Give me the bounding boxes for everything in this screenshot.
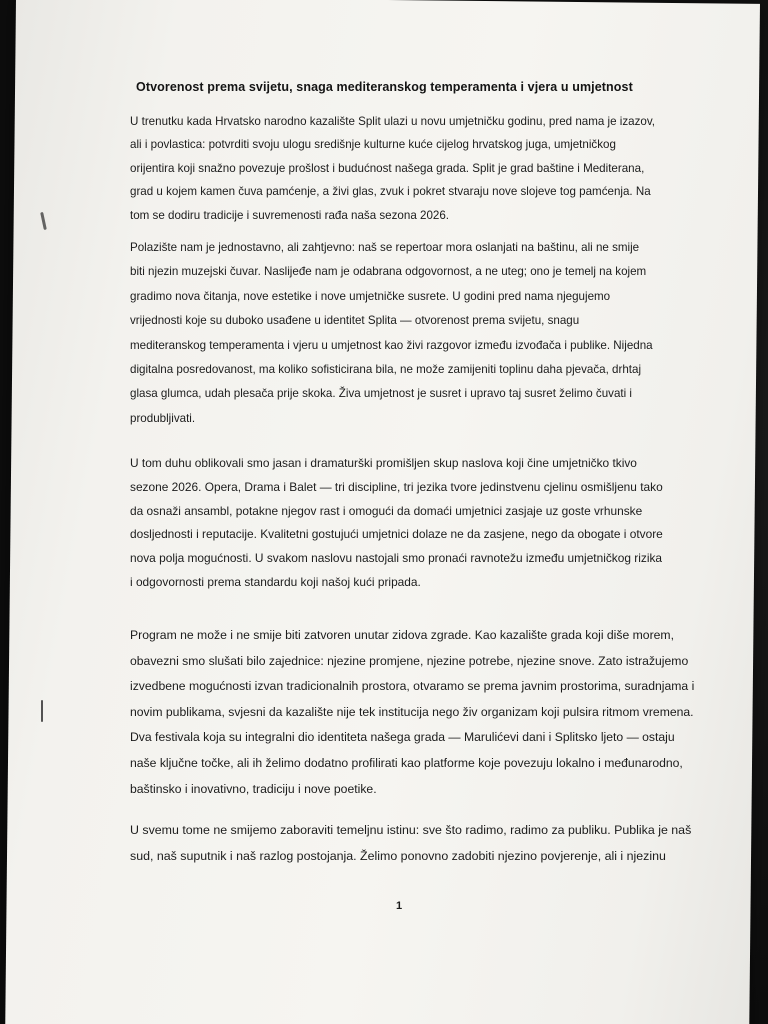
paragraph: U svemu tome ne smijemo zaboraviti temeljnu istinu: sve što radimo, radimo za publiku. Publika je naš sud, naš suputnik i naš razlog postojanja. Želimo ponovno zadobiti njezino povjerenje, ali i njezinu bbox=[130, 823, 692, 863]
margin-pen-mark bbox=[40, 212, 47, 230]
document-title: Otvorenost prema svijetu, snaga mediteranskog temperamenta i vjera u umjetnost bbox=[136, 80, 633, 94]
page-content bbox=[16, 0, 760, 1024]
paragraph: U trenutku kada Hrvatsko narodno kazalište Split ulazi u novu umjetničku godinu, pred nama je izazov, ali i povlastica: potvrditi svoju ulogu središnje kulturne kuće cijelog hrvatskog juga, umjetničkog orijentira koji snažno povezuje prošlost i budućnost našega grada. Split je grad baštine i Mediterana, grad u kojem kamen čuva pamćenje, a živi glas, zvuk i pokret stvaraju nove slojeve tog pamćenja. Na tom se dodiru tradicije i suvremenosti rađa naša sezona 2026. bbox=[130, 115, 656, 222]
paper-sheet bbox=[5, 0, 760, 1024]
page-number: 1 bbox=[396, 900, 403, 912]
margin-pen-mark bbox=[41, 700, 43, 722]
paragraph: Polazište nam je jednostavno, ali zahtjevno: naš se repertoar mora oslanjati na baštinu, ali ne smije biti njezin muzejski čuvar. Naslijeđe nam je odabrana odgovornost, a ne uteg; ono je temelj na kojem gradimo nova čitanja, nove estetike i nove umjetničke susrete. U godini pred nama njegujemo vrijednosti koje su duboko usađene u identitet Splita — otvorenost prema svijetu, snagu mediteranskog temperamenta i vjeru u umjetnost kao živi razgovor između izvođača i publike. Nijedna digitalna posredovanost, ma koliko sofisticirana bila, ne može zamijeniti toplinu daha pjevača, drhtaj glasa glumca, udah plesača prije skoka. Živa umjetnost je susret i upravo taj susret želimo čuvati i produbljivati. bbox=[130, 241, 653, 425]
paragraph: U tom duhu oblikovali smo jasan i dramaturški promišljen skup naslova koji čine umjetničko tkivo sezone 2026. Opera, Drama i Balet — tri discipline, tri jezika tvore jedinstvenu cjelinu osmišljenu tako da osnaži ansambl, potakne njegov rast i omogući da domaći umjetnici zasjaje uz goste vrhunske dosljednosti i reputacije. Kvalitetni gostujući umjetnici dolaze ne da zasjene, nego da obogate i otvore nova polja mogućnosti. U svakom naslovu nastojali smo pronaći ravnotežu između umjetničkog rizika i odgovornosti prema standardu koji našoj kući pripada. bbox=[130, 456, 663, 589]
paragraph: Program ne može i ne smije biti zatvoren unutar zidova zgrade. Kao kazalište grada koji diše morem, obavezni smo slušati bilo zajednice: njezine promjene, njezine potrebe, njezine snove. Zato istražujemo izvedbene mogućnosti izvan tradicionalnih prostora, otvaramo se prema javnim prostorima, suradnjama i novim publikama, svjesni da kazalište nije tek institucija nego živ organizam koji pulsira ritmom vremena. Dva festivala koja su integralni dio identiteta našega grada — Marulićevi dani i Splitsko ljeto — ostaju naše ključne točke, ali ih želimo dodatno profilirati kao platforme koje povezuju lokalno i međunarodno, baštinsko i inovativno, tradiciju i nove poetike. bbox=[130, 628, 695, 796]
